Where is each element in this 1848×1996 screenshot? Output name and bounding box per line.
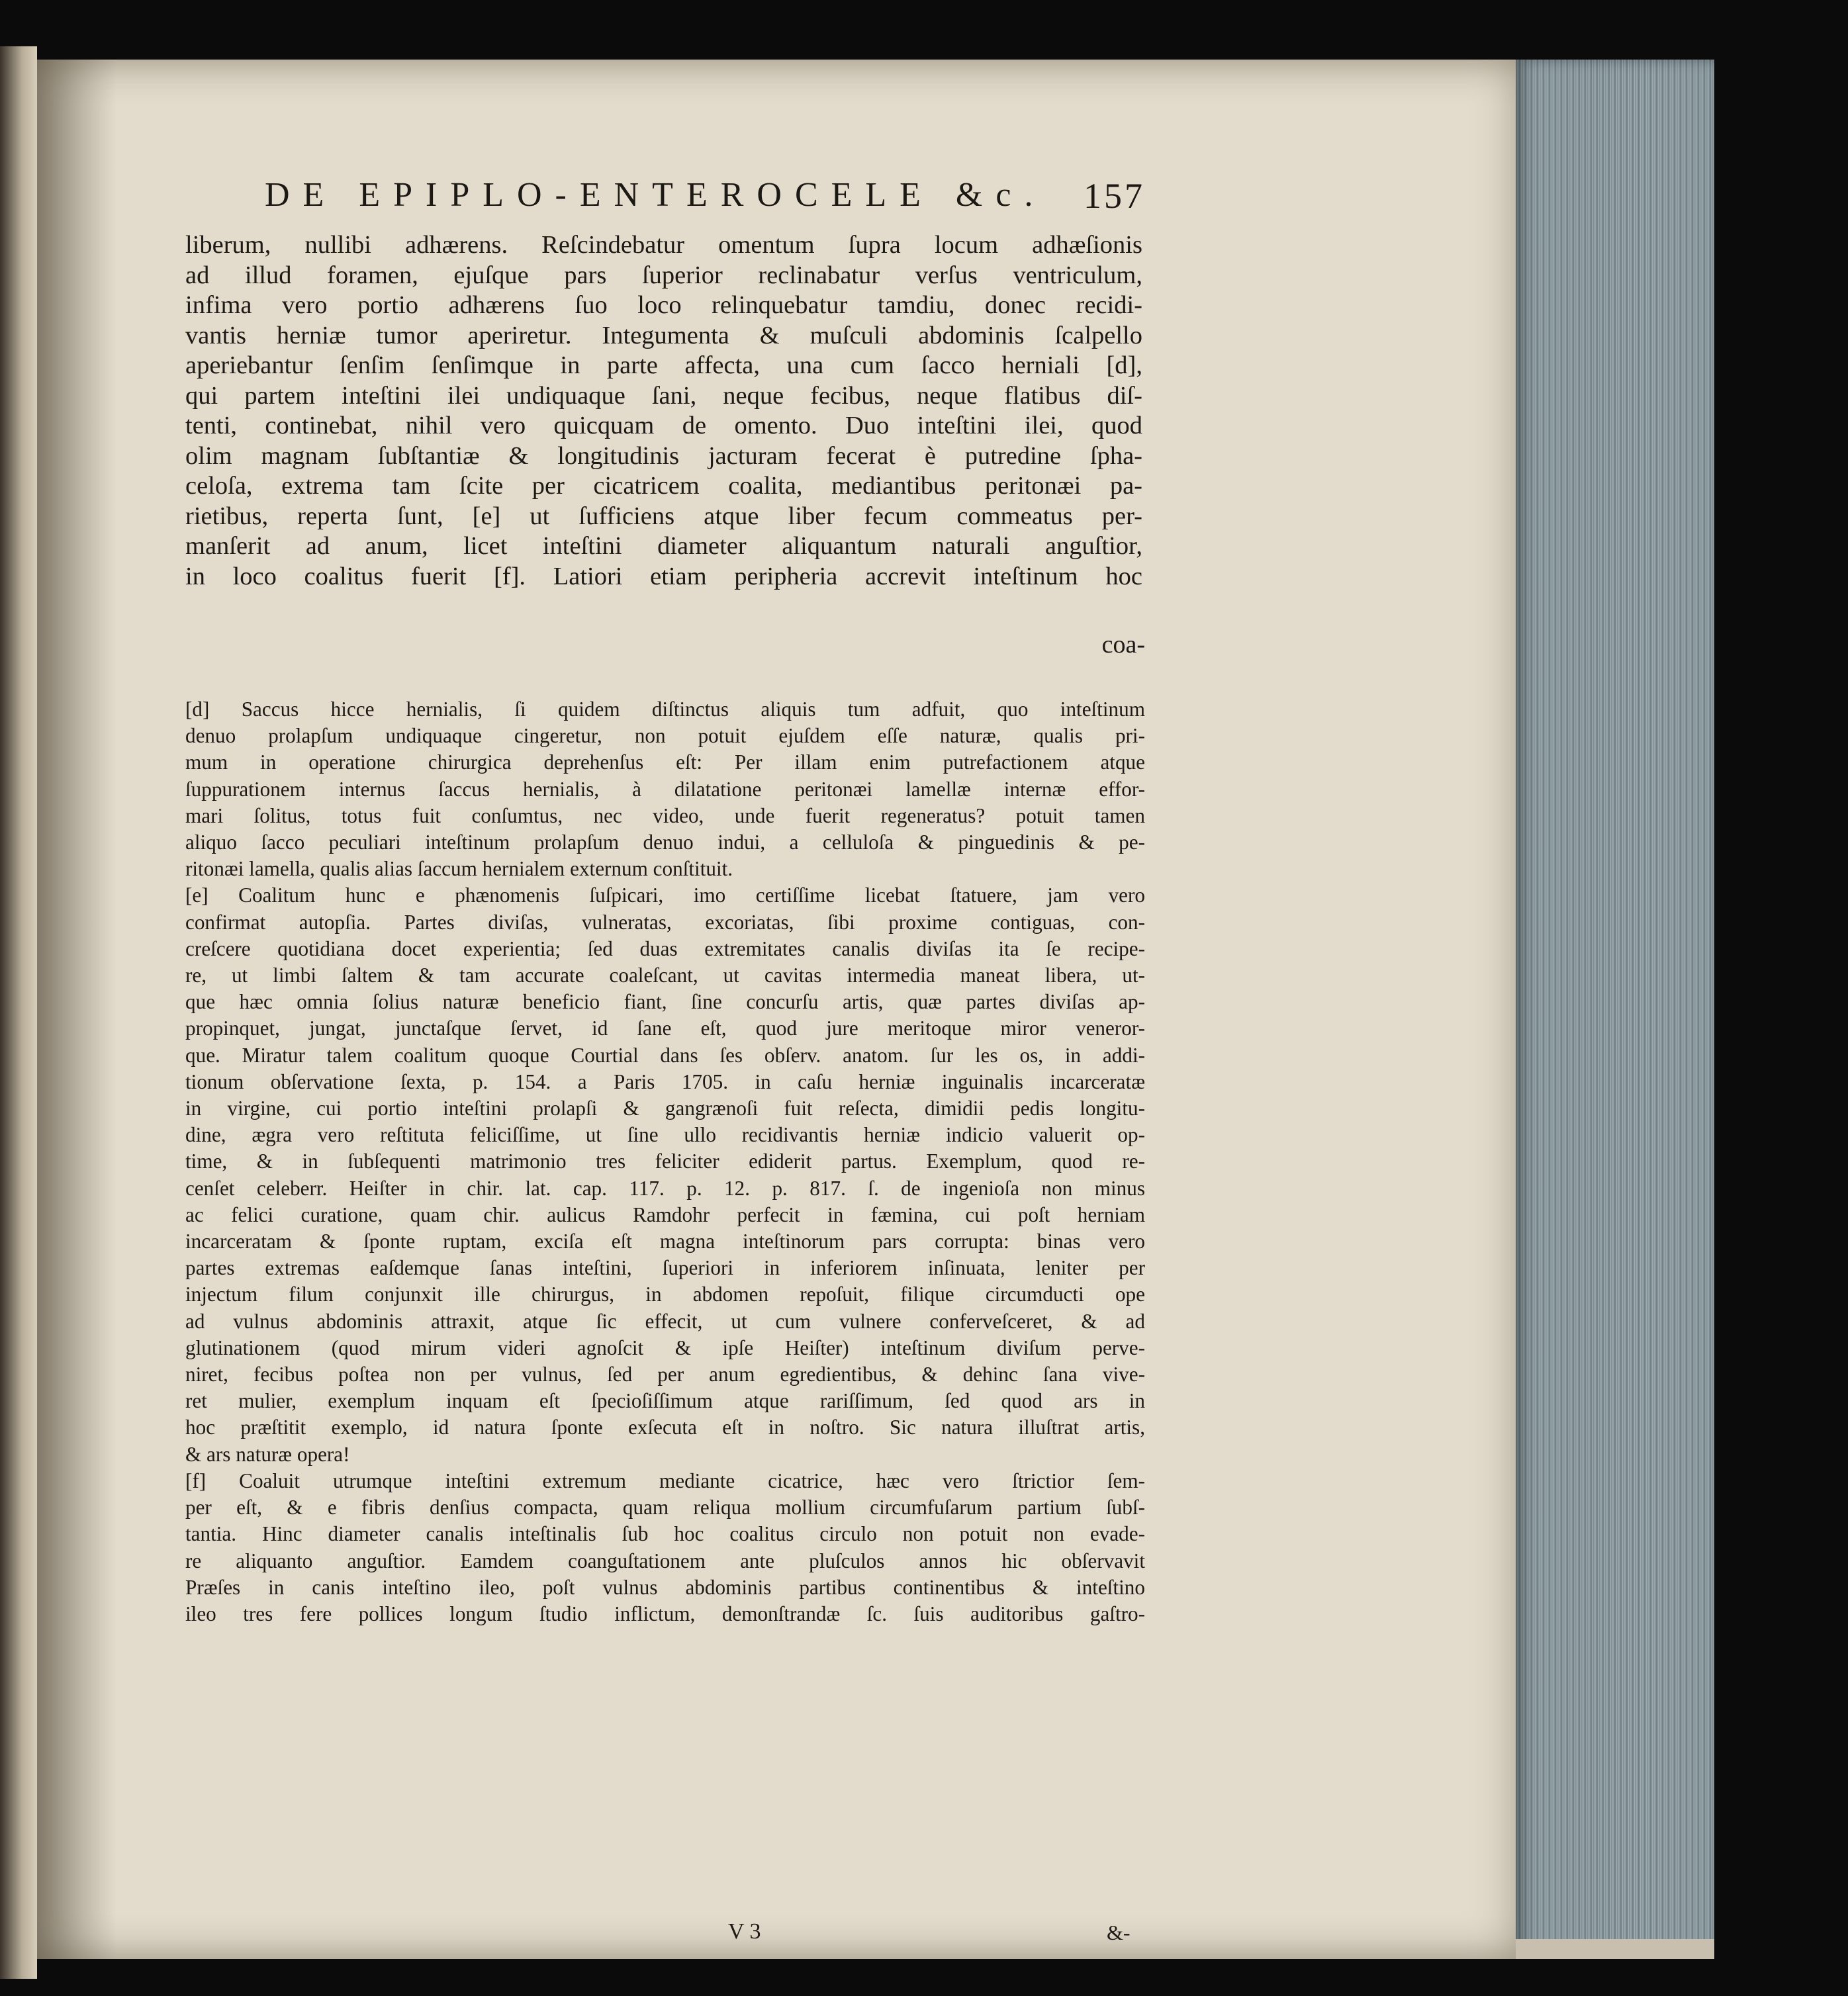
footnote-line: re, ut limbi ſaltem & tam accurate coaleſcant, ut cavitas intermedia maneat libera, ut- [185,964,1145,987]
footnote-line: hoc præſtitit exemplo, id natura ſponte exſecuta eſt in noſtro. Sic natura illuſtrat artis, [185,1416,1145,1439]
footnote-line: injectum filum conjunxit ille chirurgus, in abdomen repoſuit, filique circumducti ope [185,1283,1145,1306]
page-header [265,175,1152,222]
footnote-line: que hæc omnia ſolius naturæ beneficio fiant, ſine concurſu artis, quæ partes diviſas ap- [185,990,1145,1014]
footnote-line: ac felici curatione, quam chir. aulicus Ramdohr perfecit in fæmina, cui poſt herniam [185,1202,1145,1226]
footnote-line: propinquet, jungat, junctaſque ſervet, id ſane eſt, quod jure meritoque miror veneror- [185,1017,1145,1040]
main-text-line: in loco coalitus fuerit [f]. Latiori etiam peripheria accrevit inteſtinum hoc [185,562,1142,590]
footnote-line: ileo tres fere pollices longum ſtudio inflictum, demonſtrandæ ſc. ſuis auditoribus gaſtro- [185,1602,1145,1625]
catchword-bottom: &- [1107,1921,1131,1944]
main-text-block [185,230,1142,592]
footnote-line: denuo prolapſum undiquaque cingeretur, non potuit ejuſdem eſſe naturæ, qualis pri- [185,724,1145,748]
spine-shadow [37,60,116,1959]
main-text-line: celoſa, extrema tam ſcite per cicatricem coalita, mediantibus peritonæi pa- [185,472,1142,500]
footnote-line: incarceratam & ſponte ruptam, exciſa eſt magna inteſtinorum pars corrupta: binas vero [185,1230,1145,1253]
left-page-edge [0,46,37,1979]
footnote-line: ſuppurationem internus ſaccus hernialis, à dilatatione peritonæi lamellæ internæ effor- [185,777,1145,801]
running-head: DE EPIPLO-ENTEROCELE &c. [265,176,1046,214]
footnote-line: ret mulier, exemplum inquam eſt ſpecioſiſſimum atque rariſſimum, ſed quod ars in [185,1389,1145,1413]
signature-mark: V 3 [728,1919,761,1944]
footnote-line: glutinationem (quod mirum videri agnoſcit & ipſe Heiſter) inteſtinum diviſum perve- [185,1336,1145,1359]
footnote-line: tionum obſervatione ſexta, p. 154. a Paris 1705. in caſu herniæ inguinalis incarceratæ [185,1069,1145,1093]
footnote-line: partes extremas eaſdemque ſanas inteſtini, ſuperiori in inferiorem inſinuata, leniter per [185,1256,1145,1280]
main-text-line: qui partem inteſtini ilei undiquaque ſani, neque fecibus, neque flatibus diſ- [185,381,1142,410]
footnote-line: tantia. Hinc diameter canalis inteſtinalis ſub hoc coalitus circulo non potuit non evade- [185,1522,1145,1546]
footnote-line: ad vulnus abdominis attraxit, atque ſic effecit, ut cum vulnere conferveſceret, & ad [185,1309,1145,1333]
page-fore-edge-bottom [1516,1939,1714,1959]
main-text-line: liberum, nullibi adhærens. Reſcindebatur omentum ſupra locum adhæſionis [185,231,1142,259]
footnote-line: [f] Coaluit utrumque inteſtini extremum mediante cicatrice, hæc vero ſtrictior ſem- [185,1469,1145,1492]
page-fore-edge [1516,60,1714,1959]
main-text-line: ad illud foramen, ejuſque pars ſuperior reclinabatur verſus ventriculum, [185,261,1142,289]
footnote-line: per eſt, & e fibris denſius compacta, quam reliqua mollium circumfuſarum partium ſubſ- [185,1496,1145,1520]
footnote-line: dine, ægra vero reſtituta feliciſſime, ut ſine ullo recidivantis herniæ indicio valuerit op- [185,1123,1145,1147]
footnote-line: mari ſolitus, totus fuit conſumtus, nec video, unde fuerit regeneratus? potuit tamen [185,803,1145,827]
footnote-line: niret, fecibus poſtea non per vulnus, ſed per anum egredientibus, & dehinc ſana vive- [185,1363,1145,1386]
main-text-line: olim magnam ſubſtantiæ & longitudinis jacturam fecerat è putredine ſpha- [185,441,1142,470]
main-text-line: manſerit ad anum, licet inteſtini diameter aliquantum naturali anguſtior, [185,532,1142,560]
footnote-line: in virgine, cui portio inteſtini prolapſi & gangrænoſi fuit reſecta, dimidii pedis longitu- [185,1097,1145,1120]
footnote-line: & ars naturæ opera! [185,1442,350,1466]
main-text-line: rietibus, reperta ſunt, [e] ut ſufficiens atque liber fecum commeatus per- [185,502,1142,530]
main-text-line: tenti, continebat, nihil vero quicquam de omento. Duo inteſtini ilei, quod [185,412,1142,439]
footnotes-block [185,696,1145,1627]
footnote-line: time, & in ſubſequenti matrimonio tres feliciter ediderit partus. Exemplum, quod re- [185,1150,1145,1173]
footnote-line: confirmat autopſia. Partes diviſas, vulneratas, excoriatas, ſibi proxime contiguas, con- [185,910,1145,934]
footnote-line: re aliquanto anguſtior. Eamdem coanguſtationem ante pluſculos annos hic obſervavit [185,1549,1145,1572]
footnote-line: Præſes in canis inteſtino ileo, poſt vulnus abdominis partibus continentibus & inteſtino [185,1575,1145,1599]
footnote-line: mum in operatione chirurgica deprehenſus eſt: Per illam enim putrefactionem atque [185,750,1145,774]
footnote-line: creſcere quotidiana docet experientia; ſed duas extremitates canalis diviſas ita ſe recipe- [185,936,1145,960]
footnote-line: cenſet celeberr. Heiſter in chir. lat. cap. 117. p. 12. p. 817. ſ. de ingenioſa non minus [185,1176,1145,1200]
main-text-line: aperiebantur ſenſim ſenſimque in parte affecta, una cum ſacco herniali [d], [185,351,1142,379]
page-number: 157 [1084,176,1145,216]
footnote-line: que. Miratur talem coalitum quoque Courtial dans ſes obſerv. anatom. ſur les os, in addi- [185,1043,1145,1067]
footnote-line: aliquo ſacco peculiari inteſtinum prolapſum denuo indui, a celluloſa & pinguedinis & pe- [185,831,1145,854]
main-text-line: vantis herniæ tumor aperiretur. Integumenta & muſculi abdominis ſcalpello [185,321,1142,349]
catchword: coa- [1101,631,1145,658]
footnote-line: [d] Saccus hicce hernialis, ſi quidem diſtinctus aliquis tum adfuit, quo inteſtinum [185,698,1145,721]
footnote-line: ritonæi lamella, qualis alias ſaccum hernialem externum conſtituit. [185,857,733,881]
footnote-line: [e] Coalitum hunc e phænomenis ſuſpicari, imo certiſſime licebat ſtatuere, jam vero [185,884,1145,907]
main-text-line: infima vero portio adhærens ſuo loco relinquebatur tamdiu, donec recidi- [185,291,1142,319]
